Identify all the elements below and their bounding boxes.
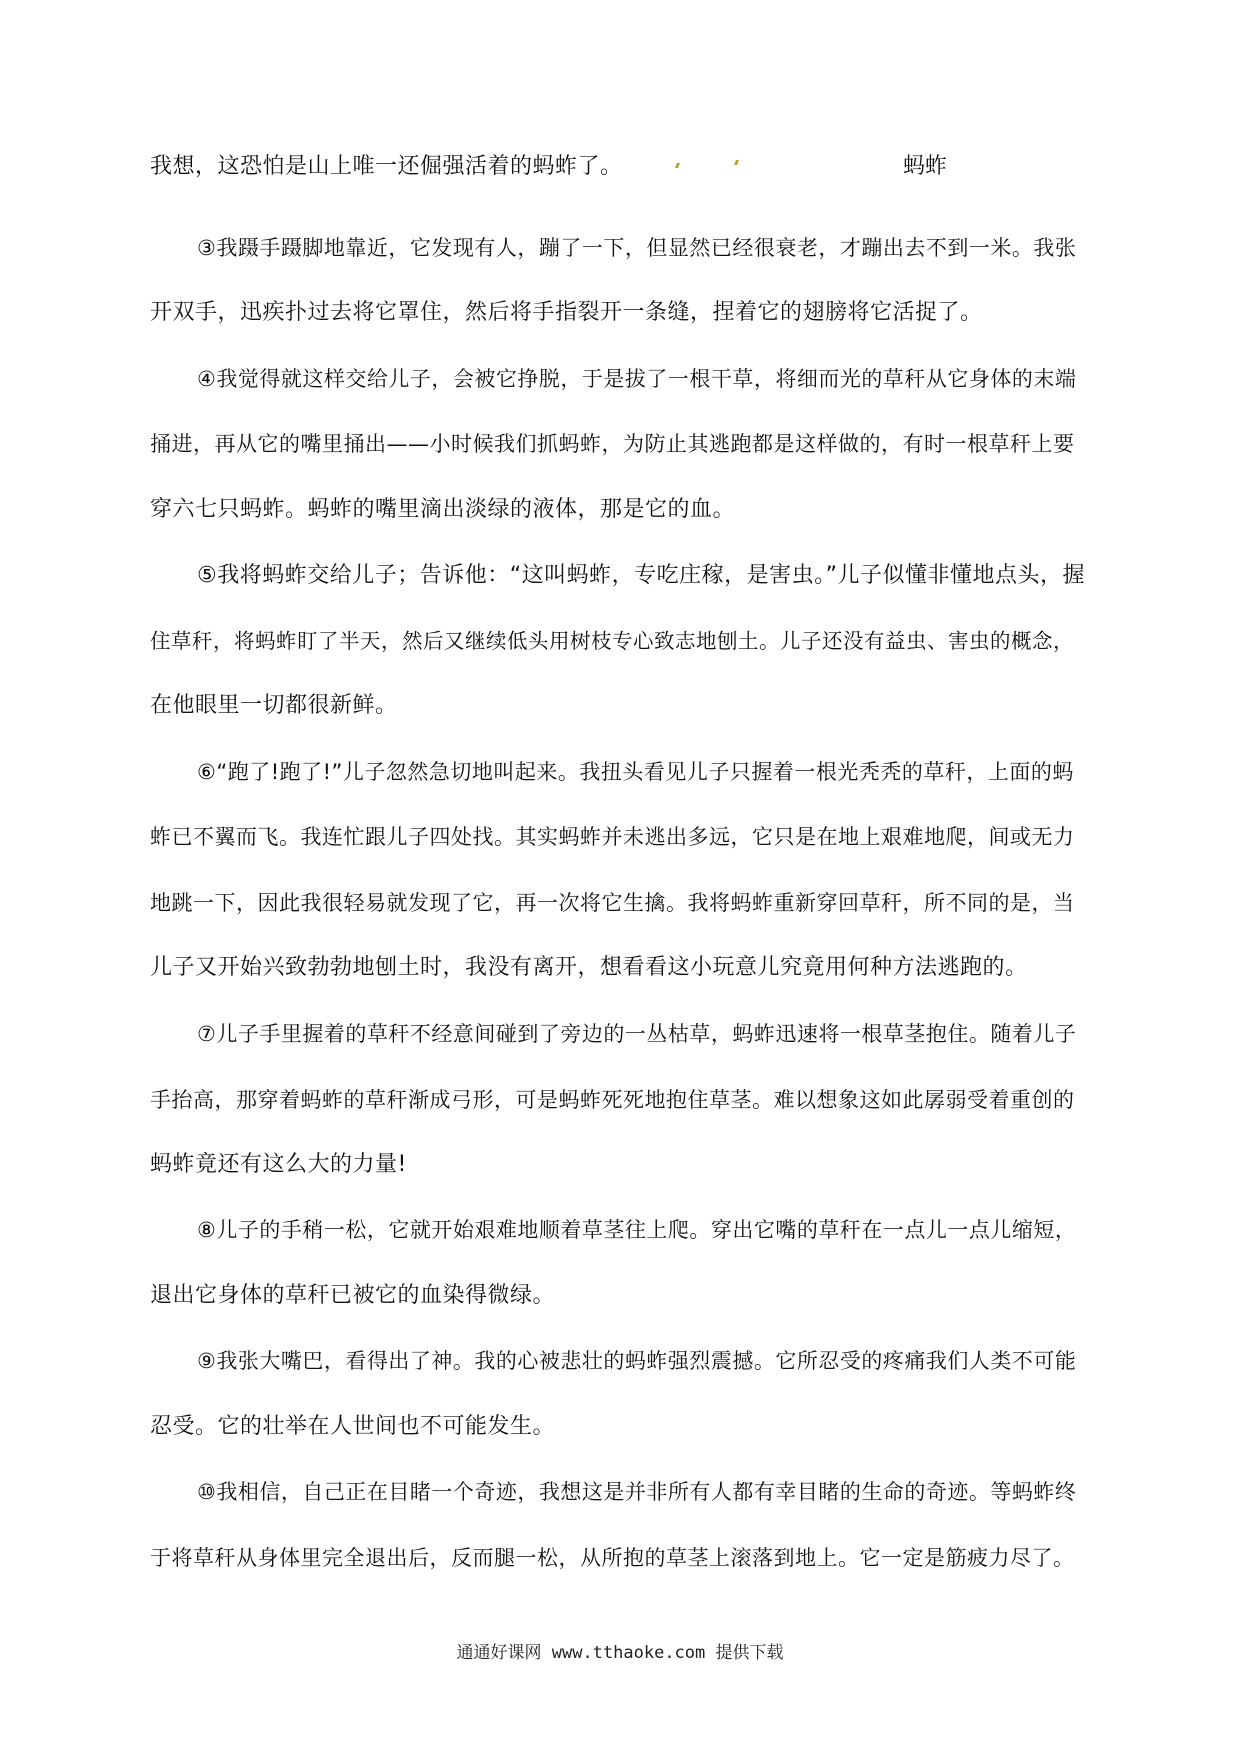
text-line-2: ③我蹑手蹑脚地靠近，它发现有人，蹦了一下，但显然已经很衰老，才蹦出去不到一米。我张	[197, 236, 1077, 260]
text-line-17: ⑧儿子的手稍一松，它就开始艰难地顺着草茎往上爬。穿出它嘴的草秆在一点儿一点儿缩短，	[197, 1218, 1077, 1242]
scan-speck	[675, 163, 680, 168]
stray-word: 蚂蚱	[903, 154, 948, 179]
text-line-4: ④我觉得就这样交给儿子，会被它挣脱，于是拔了一根干草，将细而光的草秆从它身体的末端	[197, 367, 1077, 391]
text-line-13: 儿子又开始兴致勃勃地刨土时，我没有离开，想看看这小玩意儿究竟用何种方法逃跑的。	[150, 955, 1028, 980]
text-line-16: 蚂蚱竟还有这么大的力量!	[150, 1152, 407, 1177]
page-footer: 通通好课网 www.tthaoke.com 提供下载	[456, 1643, 784, 1663]
text-line-8: 住草秆，将蚂蚱盯了半天，然后又继续低头用树枝专心致志地刨土。儿子还没有益虫、害虫的概念，	[150, 629, 1074, 653]
text-line-22: 于将草秆从身体里完全退出后，反而腿一松，从所抱的草茎上滚落到地上。它一定是筋疲力尽了。	[150, 1546, 1075, 1570]
text-line-15: 手抬高，那穿着蚂蚱的草秆渐成弓形，可是蚂蚱死死地抱住草茎。难以想象这如此孱弱受着重创的	[150, 1088, 1075, 1112]
text-line-7: ⑤我将蚂蚱交给儿子；告诉他：“这叫蚂蚱，专吃庄稼，是害虫。”儿子似懂非懂地点头，握	[197, 563, 1086, 588]
text-line-21: ⑩我相信，自己正在目睹一个奇迹，我想这是并非所有人都有幸目睹的生命的奇迹。等蚂蚱终	[197, 1480, 1077, 1504]
text-line-14: ⑦儿子手里握着的草秆不经意间碰到了旁边的一丛枯草，蚂蚱迅速将一根草茎抱住。随着儿子	[197, 1022, 1077, 1046]
text-line-12: 地跳一下，因此我很轻易就发现了它，再一次将它生擒。我将蚂蚱重新穿回草秆，所不同的是，当	[150, 891, 1075, 915]
text-line-9: 在他眼里一切都很新鲜。	[150, 693, 398, 718]
text-line-18: 退出它身体的草秆已被它的血染得微绿。	[150, 1283, 556, 1308]
text-line-20: 忍受。它的壮举在人世间也不可能发生。	[150, 1414, 556, 1439]
text-line-1: 我想，这恐怕是山上唯一还倔强活着的蚂蚱了。	[150, 154, 623, 179]
text-line-11: 蚱已不翼而飞。我连忙跟儿子四处找。其实蚂蚱并未逃出多远，它只是在地上艰难地爬，间或无力	[150, 825, 1075, 849]
text-line-3: 开双手，迅疾扑过去将它罩住，然后将手指裂开一条缝，捏着它的翅膀将它活捉了。	[150, 300, 983, 325]
scan-speck	[734, 160, 739, 165]
text-line-10: ⑥“跑了!跑了!”儿子忽然急切地叫起来。我扭头看见儿子只握着一根光秃秃的草秆，上面的蚂	[197, 760, 1074, 784]
text-line-6: 穿六七只蚂蚱。蚂蚱的嘴里滴出淡绿的液体，那是它的血。	[150, 497, 736, 522]
text-line-5: 捅进，再从它的嘴里捅出——小时候我们抓蚂蚱，为防止其逃跑都是这样做的，有时一根草秆上要	[150, 432, 1075, 456]
text-line-19: ⑨我张大嘴巴，看得出了神。我的心被悲壮的蚂蚱强烈震撼。它所忍受的疼痛我们人类不可能	[197, 1349, 1077, 1373]
